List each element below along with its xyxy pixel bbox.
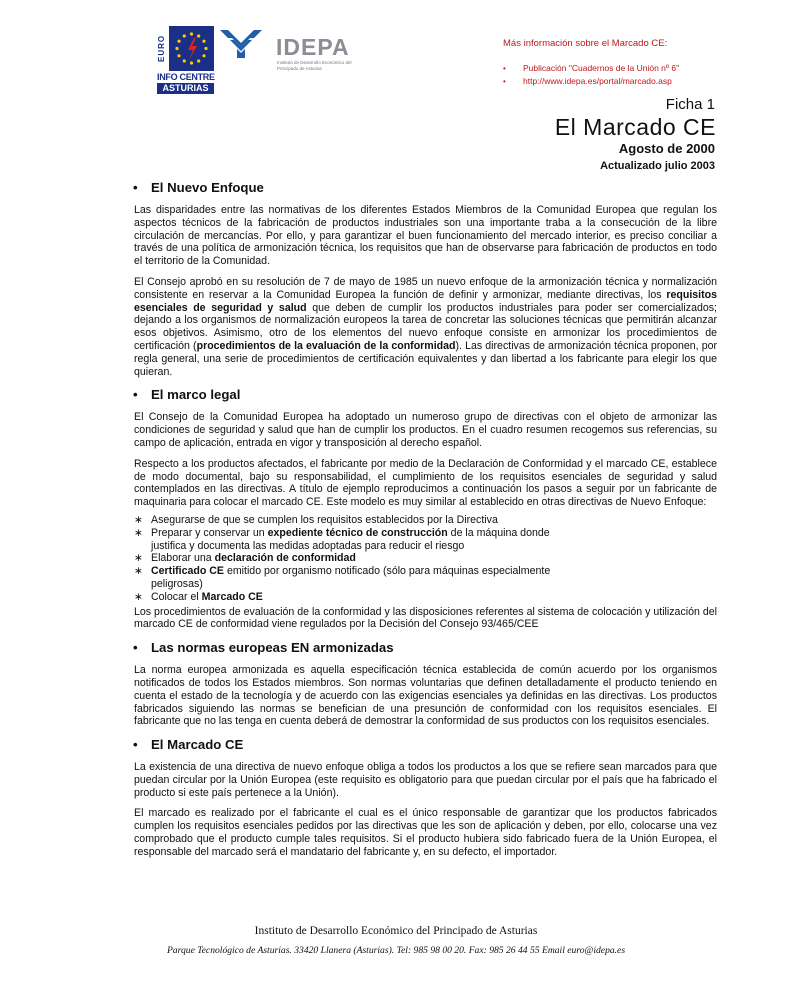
footer-address: Parque Tecnológico de Asturias. 33420 Llanera (Asturias). Tel: 985 98 00 20. Fax: 985 26 44 55 Email euro@idepa.es	[166, 945, 626, 956]
asturias-text: ASTURIAS	[157, 83, 214, 94]
bullet-icon: •	[503, 64, 506, 73]
paragraph: El Consejo de la Comunidad Europea ha adoptado un numeroso grupo de directivas con el objeto de armonizar las condiciones de seguridad y salud que han de cumplir los productos. En el cuadro resumen recogemos sus referencias, su campo de aplicación, entrada en vigor y transposición al derecho español.	[134, 411, 717, 449]
list-item[interactable]	[503, 62, 679, 75]
bullet-icon: •	[133, 640, 138, 656]
bullet-icon: •	[133, 180, 138, 195]
section-heading: • Las normas europeas EN armonizadas	[133, 640, 394, 656]
asterisk-icon: ∗	[134, 526, 143, 539]
url-link[interactable]: http://www.idepa.es/portal/marcado.asp	[523, 76, 672, 86]
section-heading: • El Nuevo Enfoque	[133, 180, 264, 195]
eu-stars-icon	[169, 26, 214, 71]
idepa-subtitle: Instituto de Desarrollo Económico del Principado de Asturias	[277, 60, 352, 71]
list-item: ∗ Asegurarse de que se cumplen los requisitos establecidos por la Directiva	[134, 513, 498, 526]
list-item: ∗ Colocar el Marcado CE	[134, 590, 263, 603]
footer-org: Instituto de Desarrollo Económico del Principado de Asturias	[254, 925, 538, 937]
section-heading: • El Marcado CE	[133, 737, 244, 753]
publication-link[interactable]: Publicación "Cuadernos de la Unión nº 6"	[523, 63, 680, 73]
asterisk-icon: ∗	[134, 565, 143, 578]
paragraph: El marcado es realizado por el fabricante el cual es el único responsable de garantizar que los productos fabricados cumplen los requisitos esenciales pedidos por las directivas que les son de aplicación y deben, por ello, colocarse una vez comprobado que el producto cumple tales requisitos. Si el producto hubiera sido fabricado fuera de la Unión Europea, el responsable del marcado será el mandatario del fabricante y, en su defecto, el importador.	[134, 807, 717, 858]
list-item: ∗ Certificado CE emitido por organismo notificado (sólo para máquinas especialmente peligrosas)	[134, 565, 551, 590]
paragraph: La existencia de una directiva de nuevo enfoque obliga a todos los productos a los que se refiere sean marcados para que puedan circular por la Unión Europea (este requisito es obligatorio para que puedan circular por el país que ha fabricado el producto si este país pertenece a la Unión).	[134, 761, 717, 799]
asterisk-icon: ∗	[134, 552, 143, 565]
bullet-icon: •	[133, 737, 138, 753]
info-centre-text: INFO CENTRE	[157, 72, 215, 82]
doc-date: Agosto de 2000	[618, 141, 715, 156]
asterisk-icon: ∗	[134, 590, 143, 603]
list-item: ∗ Elaborar una declaración de conformidad	[134, 552, 356, 565]
idepa-mark-icon	[220, 28, 262, 58]
bullet-icon: •	[133, 387, 138, 403]
paragraph: Respecto a los productos afectados, el fabricante por medio de la Declaración de Conformidad y el marcado CE, establece de modo documental, bajo su responsabilidad, el cumplimiento de los requisitos esenciales de seguridad y salud contemplados en las directivas. A título de ejemplo reproducimos a continuación los pasos a seguir por un fabricante de maquinaria para colocar el marcado CE. Este modelo es muy similar al establecido en otras directivas de Nuevo Enfoque:	[134, 457, 717, 509]
list-item[interactable]	[503, 75, 679, 88]
list-item: ∗ Preparar y conservar un expediente técnico de construcción de la máquina donde justifica y documenta las medidas adoptadas para reducir el riesgo	[134, 526, 550, 552]
asterisk-icon: ∗	[134, 513, 143, 526]
ficha-label: Ficha 1	[665, 96, 715, 113]
paragraph: Las disparidades entre las normativas de los diferentes Estados Miembros de la Comunidad Europea que regulan los aspectos técnicos de la fabricación de productos industriales son una importante traba a la consecución de la libre circulación de mercancías. Por ello, y para garantizar el buen funcionamiento del mercado interior, es preciso conciliar a través de una política de armonización técnica, los requisitos que han de observarse para fabricación de productos en todo el territorio de la Comunidad.	[134, 204, 717, 268]
paragraph: La norma europea armonizada es aquella especificación técnica establecida de común acuerdo por los organismos notificados de todos los Estados miembros. Son normas voluntarias que definen detalladamente el producto teniendo en cuenta el estado de la tecnología y de acuerdo con las exigencias esenciales ya definidas en las directivas. Los productos fabricados siguiendo las normas se benefician de una presunción de conformidad con los requisitos esenciales. El fabricante que no las tenga en cuenta deberá de demostrar la conformidad de sus productos con los requisitos esenciales.	[134, 664, 717, 728]
page-title: El Marcado CE	[554, 114, 716, 140]
more-info-list	[503, 62, 679, 88]
document-body	[134, 179, 717, 867]
more-info-title: Más información sobre el Marcado CE:	[503, 38, 668, 49]
section-heading: • El marco legal	[133, 387, 241, 403]
doc-updated: Actualizado julio 2003	[600, 160, 715, 172]
euro-vertical-text: EURO	[157, 26, 167, 71]
steps-list	[134, 514, 717, 604]
eu-flag	[169, 26, 214, 71]
paragraph: Los procedimientos de evaluación de la conformidad y las disposiciones referentes al sistema de colocación y utilización del marcado CE de conformidad viene regulados por la Decisión del Consejo 93/465/CEE	[134, 605, 717, 631]
paragraph: El Consejo aprobó en su resolución de 7 de mayo de 1985 un nuevo enfoque de la armonización técnica y normalización consistente en reservar a la Comunidad Europea la función de definir y armonizar, mediante directivas, los requisitos esenciales de seguridad y salud que deben de cumplir los productos industriales para poder ser comercializados; dejando a los organismos de normalización europeos la tarea de concretar las soluciones técnicas que permitirán alcanzar esos objetivos. Asimismo, otro de los elementos del nuevo enfoque consiste en armonizar los procedimientos de certificación (procedimientos de la evaluación de la conformidad). Las directivas de armonización técnica proponen, por regla general, una serie de procedimientos de certificación equivalentes y dan libertad a los fabricante para elegir los que quieran.	[134, 275, 718, 378]
euro-info-centre-logo	[157, 26, 214, 94]
idepa-wordmark: IDEPA	[276, 34, 350, 60]
bullet-icon: •	[503, 77, 506, 86]
